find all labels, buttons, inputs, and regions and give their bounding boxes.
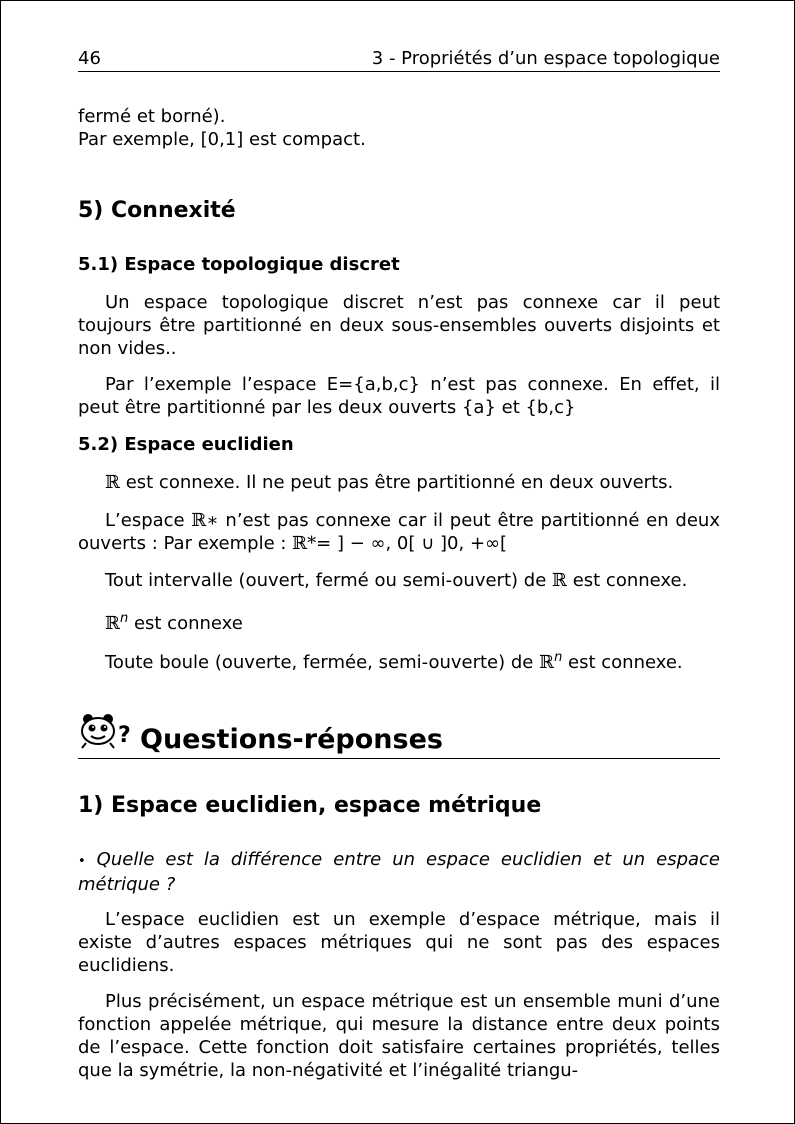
section-5-title: 5) Connexité [78, 198, 236, 223]
svg-text:?: ? [118, 723, 131, 748]
rn-exponent: n [554, 650, 563, 665]
question-item [78, 848, 720, 896]
paragraph-discrete-2: Par l’exemple l’espace E={a,b,c} n’est pas connexe. En effet, il peut être partitionné par les deux ouverts {a} et {b,c} [78, 374, 720, 418]
questions-heading [78, 706, 720, 759]
subsection-5-1-title: 5.1) Espace topologique discret [78, 254, 400, 275]
page-number: 46 [78, 48, 101, 69]
thinking-mascot-icon [78, 710, 132, 750]
chapter-title: 3 - Propriétés d’un espace topologique [371, 48, 720, 69]
answer-paragraph-1: L’espace euclidien est un exemple d’espace métrique, mais il existe d’autres espaces métriques qui ne sont pas des espaces euclidiens. [78, 909, 720, 976]
qa-section-1-title: 1) Espace euclidien, espace métrique [78, 793, 542, 818]
question-text: Quelle est la différence entre un espace euclidien et un espace métrique ? [78, 849, 720, 895]
rn-symbol: ℝ [105, 613, 120, 634]
subsection-5-2-title: 5.2) Espace euclidien [78, 434, 294, 455]
reals-symbol: ℝ [552, 570, 567, 591]
paragraph-reals-connected: ℝ est connexe. Il ne peut pas être partitionné en deux ouverts. [105, 472, 674, 493]
paragraph-rn-connected: ℝ$^n$ est connexe [105, 611, 243, 634]
bullet: • [78, 854, 86, 869]
rn-exponent: n [119, 611, 129, 626]
intro-line-1: fermé et borné). [78, 106, 226, 127]
rn-symbol: ℝ [539, 652, 555, 673]
intro-line-2: Par exemple, [0,1] est compact. [78, 129, 366, 150]
paragraph-discrete-1: Un espace topologique discret n’est pas connexe car il peut toujours être partitionné en deux sous-ensembles ouverts disjoints et non vides.. [78, 292, 720, 359]
answer-paragraph-2: Plus précisément, un espace métrique est un ensemble muni d’une fonction appelée métrique, qui mesure la distance entre deux points de l’espace. Cette fonction doit satisfaire certaines propriétés, telles que la symétrie, la non-négativité et l’inégalité triangu- [78, 991, 720, 1081]
questions-title: Questions-réponses [140, 724, 443, 755]
paragraph-balls: Toute boule (ouverte, fermée, semi-ouverte) de ℝ$^n$ est connexe. [105, 650, 683, 673]
paragraph-intervals: Tout intervalle (ouvert, fermé ou semi-ouvert) de ℝ est connexe. [105, 570, 688, 591]
reals-star-symbol: ℝ∗ [191, 510, 219, 531]
reals-symbol: ℝ [105, 472, 120, 493]
reals-star-sup-symbol: ℝ* [292, 533, 317, 554]
paragraph-reals-star: L’espace ℝ∗ n’est pas connexe car il peut être partitionné en deux ouverts : Par exemple : ℝ*= ] − ∞, 0[ ∪ ]0, +∞[ [78, 510, 720, 554]
running-header [78, 47, 720, 72]
